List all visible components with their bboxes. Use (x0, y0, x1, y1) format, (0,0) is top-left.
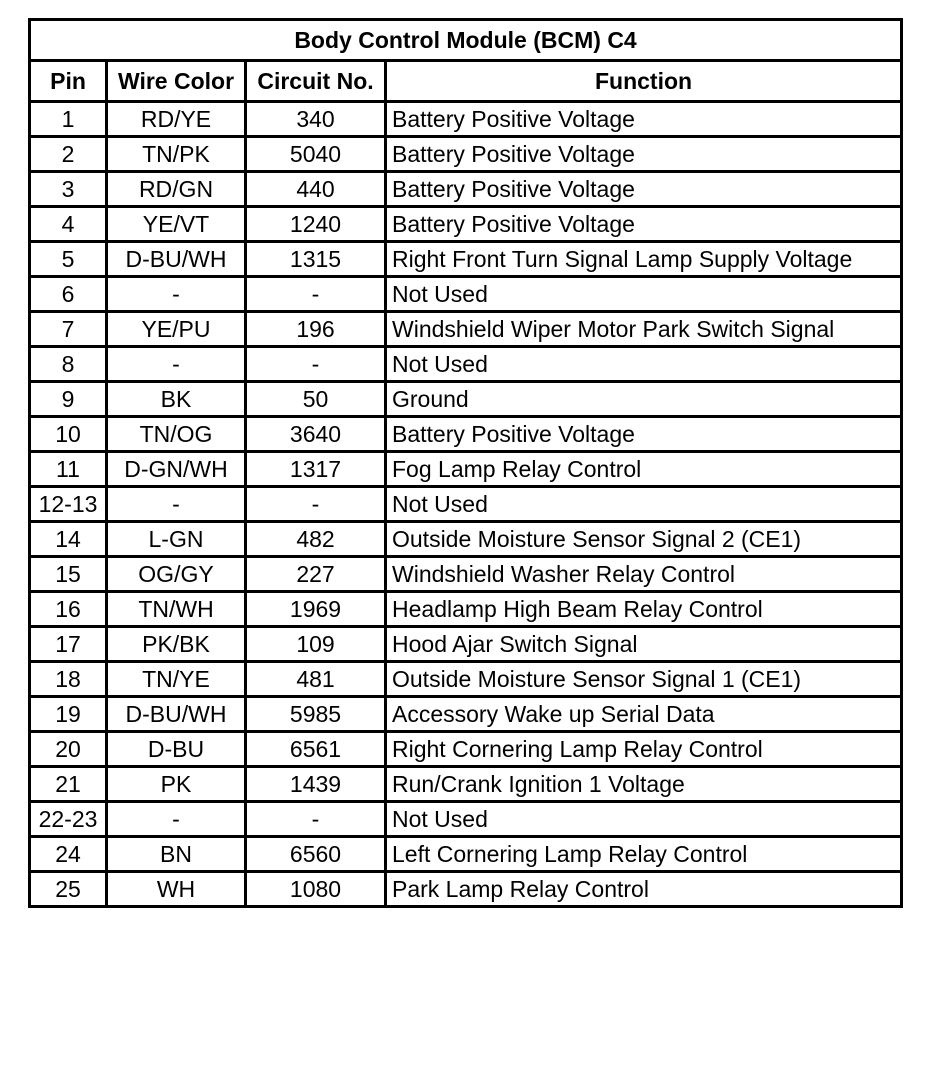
cell-function: Left Cornering Lamp Relay Control (386, 837, 902, 872)
cell-wire-color: - (107, 347, 246, 382)
cell-pin: 15 (30, 557, 107, 592)
table-title: Body Control Module (BCM) C4 (30, 20, 902, 61)
table-row (30, 557, 902, 592)
cell-wire-color: TN/YE (107, 662, 246, 697)
cell-pin: 10 (30, 417, 107, 452)
cell-function: Headlamp High Beam Relay Control (386, 592, 902, 627)
cell-pin: 19 (30, 697, 107, 732)
cell-wire-color: TN/PK (107, 137, 246, 172)
cell-pin: 8 (30, 347, 107, 382)
table-row (30, 662, 902, 697)
table-row (30, 417, 902, 452)
cell-circuit-no: - (246, 347, 386, 382)
cell-function: Battery Positive Voltage (386, 207, 902, 242)
table-row (30, 277, 902, 312)
cell-function: Not Used (386, 487, 902, 522)
cell-function: Right Cornering Lamp Relay Control (386, 732, 902, 767)
cell-wire-color: L-GN (107, 522, 246, 557)
column-header-wire-color: Wire Color (107, 61, 246, 102)
table-row (30, 837, 902, 872)
cell-circuit-no: 1969 (246, 592, 386, 627)
cell-wire-color: OG/GY (107, 557, 246, 592)
cell-wire-color: BN (107, 837, 246, 872)
table-row (30, 347, 902, 382)
table-row (30, 312, 902, 347)
cell-function: Windshield Washer Relay Control (386, 557, 902, 592)
cell-wire-color: RD/YE (107, 102, 246, 137)
cell-function: Park Lamp Relay Control (386, 872, 902, 907)
cell-function: Battery Positive Voltage (386, 417, 902, 452)
table-row (30, 697, 902, 732)
cell-function: Not Used (386, 802, 902, 837)
cell-wire-color: - (107, 277, 246, 312)
cell-wire-color: D-BU (107, 732, 246, 767)
cell-circuit-no: - (246, 487, 386, 522)
column-header-row (30, 61, 902, 102)
cell-circuit-no: 3640 (246, 417, 386, 452)
cell-function: Right Front Turn Signal Lamp Supply Voltage (386, 242, 902, 277)
table-row (30, 102, 902, 137)
cell-pin: 7 (30, 312, 107, 347)
cell-circuit-no: 481 (246, 662, 386, 697)
cell-function: Hood Ajar Switch Signal (386, 627, 902, 662)
cell-circuit-no: 1315 (246, 242, 386, 277)
cell-function: Run/Crank Ignition 1 Voltage (386, 767, 902, 802)
cell-pin: 5 (30, 242, 107, 277)
cell-function: Outside Moisture Sensor Signal 2 (CE1) (386, 522, 902, 557)
cell-pin: 21 (30, 767, 107, 802)
cell-wire-color: TN/OG (107, 417, 246, 452)
cell-wire-color: D-GN/WH (107, 452, 246, 487)
table-title-row (30, 20, 902, 61)
cell-function: Accessory Wake up Serial Data (386, 697, 902, 732)
cell-wire-color: TN/WH (107, 592, 246, 627)
cell-function: Not Used (386, 347, 902, 382)
cell-pin: 6 (30, 277, 107, 312)
cell-circuit-no: 6561 (246, 732, 386, 767)
cell-wire-color: - (107, 487, 246, 522)
pinout-rows (30, 102, 902, 907)
cell-circuit-no: 109 (246, 627, 386, 662)
cell-wire-color: RD/GN (107, 172, 246, 207)
cell-function: Battery Positive Voltage (386, 102, 902, 137)
cell-function: Fog Lamp Relay Control (386, 452, 902, 487)
cell-wire-color: BK (107, 382, 246, 417)
cell-circuit-no: 340 (246, 102, 386, 137)
cell-pin: 3 (30, 172, 107, 207)
cell-pin: 24 (30, 837, 107, 872)
cell-function: Not Used (386, 277, 902, 312)
cell-wire-color: PK/BK (107, 627, 246, 662)
cell-pin: 4 (30, 207, 107, 242)
table-row (30, 207, 902, 242)
cell-pin: 12-13 (30, 487, 107, 522)
cell-circuit-no: 440 (246, 172, 386, 207)
cell-circuit-no: - (246, 802, 386, 837)
cell-wire-color: - (107, 802, 246, 837)
cell-pin: 22-23 (30, 802, 107, 837)
bcm-c4-pinout-table (28, 18, 903, 908)
cell-pin: 14 (30, 522, 107, 557)
cell-circuit-no: 227 (246, 557, 386, 592)
cell-circuit-no: 1240 (246, 207, 386, 242)
table-row (30, 487, 902, 522)
cell-circuit-no: 5985 (246, 697, 386, 732)
cell-circuit-no: 5040 (246, 137, 386, 172)
cell-wire-color: D-BU/WH (107, 697, 246, 732)
cell-function: Ground (386, 382, 902, 417)
cell-function: Outside Moisture Sensor Signal 1 (CE1) (386, 662, 902, 697)
cell-pin: 25 (30, 872, 107, 907)
cell-pin: 11 (30, 452, 107, 487)
cell-function: Battery Positive Voltage (386, 172, 902, 207)
cell-circuit-no: 50 (246, 382, 386, 417)
cell-pin: 17 (30, 627, 107, 662)
column-header-function: Function (386, 61, 902, 102)
cell-pin: 9 (30, 382, 107, 417)
cell-pin: 18 (30, 662, 107, 697)
cell-circuit-no: 482 (246, 522, 386, 557)
cell-pin: 16 (30, 592, 107, 627)
column-header-circuit-no: Circuit No. (246, 61, 386, 102)
cell-wire-color: D-BU/WH (107, 242, 246, 277)
cell-wire-color: YE/VT (107, 207, 246, 242)
table-row (30, 802, 902, 837)
cell-wire-color: YE/PU (107, 312, 246, 347)
table-row (30, 172, 902, 207)
cell-pin: 2 (30, 137, 107, 172)
table-row (30, 627, 902, 662)
table-row (30, 767, 902, 802)
table-row (30, 522, 902, 557)
table-row (30, 242, 902, 277)
cell-function: Battery Positive Voltage (386, 137, 902, 172)
table-row (30, 872, 902, 907)
cell-wire-color: WH (107, 872, 246, 907)
cell-circuit-no: 1080 (246, 872, 386, 907)
cell-circuit-no: 1439 (246, 767, 386, 802)
cell-circuit-no: 1317 (246, 452, 386, 487)
cell-circuit-no: - (246, 277, 386, 312)
column-header-pin: Pin (30, 61, 107, 102)
table-row (30, 382, 902, 417)
cell-pin: 1 (30, 102, 107, 137)
table-row (30, 592, 902, 627)
cell-function: Windshield Wiper Motor Park Switch Signal (386, 312, 902, 347)
table-row (30, 732, 902, 767)
cell-wire-color: PK (107, 767, 246, 802)
table-row (30, 452, 902, 487)
cell-pin: 20 (30, 732, 107, 767)
cell-circuit-no: 196 (246, 312, 386, 347)
table-row (30, 137, 902, 172)
cell-circuit-no: 6560 (246, 837, 386, 872)
